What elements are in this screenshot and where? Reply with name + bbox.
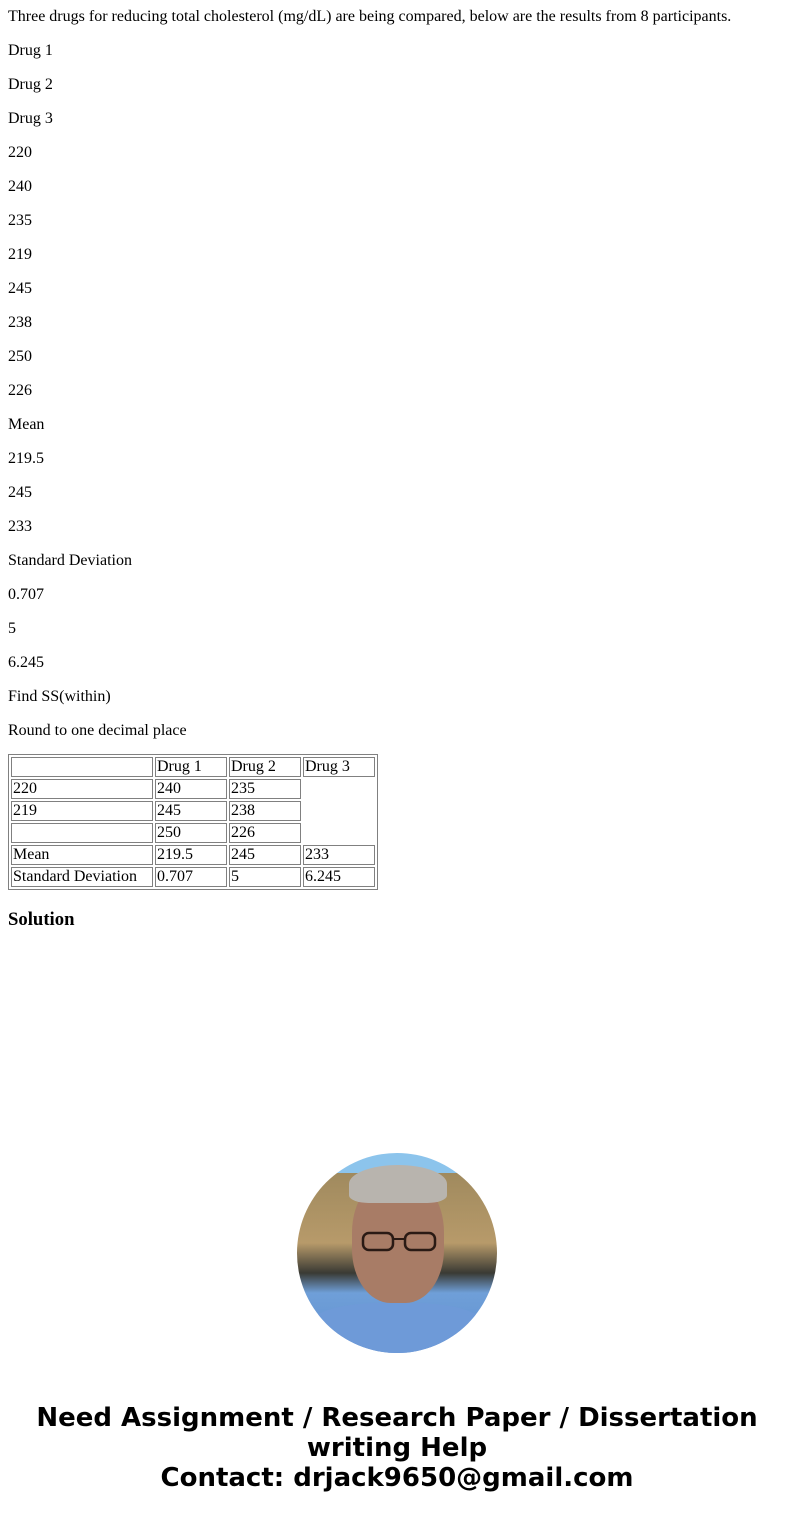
question-line: Round to one decimal place — [8, 722, 187, 739]
table-cell-empty — [303, 779, 375, 799]
question-line: 245 — [8, 280, 32, 297]
question-line: 233 — [8, 518, 32, 535]
question-line: 5 — [8, 620, 16, 637]
table-cell: 219 — [11, 801, 153, 821]
question-line: 219 — [8, 246, 32, 263]
question-line: 238 — [8, 314, 32, 331]
table-cell: Standard Deviation — [11, 867, 153, 887]
promo-line-2: writing Help — [306, 1433, 488, 1463]
table-header-cell: Drug 3 — [303, 757, 375, 777]
question-line: 235 — [8, 212, 32, 229]
question-line: 240 — [8, 178, 32, 195]
glasses-icon — [361, 1231, 437, 1253]
question-line: Drug 2 — [8, 76, 53, 93]
promo-line-1: Need Assignment / Research Paper / Dissertation — [36, 1403, 758, 1433]
table-cell: 219.5 — [155, 845, 227, 865]
table-cell: Mean — [11, 845, 153, 865]
table-row-mean — [11, 845, 375, 865]
table-row-std-dev — [11, 867, 375, 887]
table-cell: 220 — [11, 779, 153, 799]
question-line: 226 — [8, 382, 32, 399]
table-cell: 245 — [155, 801, 227, 821]
promo-contact: Contact: drjack9650@gmail.com — [160, 1463, 634, 1493]
author-avatar — [297, 1153, 497, 1353]
question-line: 245 — [8, 484, 32, 501]
table-cell-empty — [303, 801, 375, 821]
avatar-hair — [349, 1165, 447, 1203]
question-line: 250 — [8, 348, 32, 365]
question-intro: Three drugs for reducing total cholesterol (mg/dL) are being compared, below are the results from 8 participants. — [8, 8, 732, 25]
avatar-shirt — [307, 1303, 487, 1353]
table-cell — [11, 823, 153, 843]
question-line: Mean — [8, 416, 45, 433]
drug-data-table — [8, 754, 378, 890]
table-row — [11, 779, 375, 799]
solution-heading: Solution — [8, 909, 75, 930]
table-cell: 5 — [229, 867, 301, 887]
table-header-row — [11, 757, 375, 777]
table-cell: 245 — [229, 845, 301, 865]
table-cell: 233 — [303, 845, 375, 865]
question-line: Standard Deviation — [8, 552, 132, 569]
table-cell: 0.707 — [155, 867, 227, 887]
table-cell: 226 — [229, 823, 301, 843]
table-cell: 238 — [229, 801, 301, 821]
table-row — [11, 823, 375, 843]
question-line: 220 — [8, 144, 32, 161]
table-row — [11, 801, 375, 821]
question-line: Drug 3 — [8, 110, 53, 127]
promo-footer — [0, 1403, 794, 1493]
table-cell: 240 — [155, 779, 227, 799]
table-cell: 6.245 — [303, 867, 375, 887]
question-line: Drug 1 — [8, 42, 53, 59]
table-cell-empty — [303, 823, 375, 843]
question-line: 6.245 — [8, 654, 44, 671]
question-line: Find SS(within) — [8, 688, 111, 705]
question-line: 219.5 — [8, 450, 44, 467]
table-header-cell: Drug 2 — [229, 757, 301, 777]
table-header-cell: Drug 1 — [155, 757, 227, 777]
table-cell: 250 — [155, 823, 227, 843]
table-cell — [11, 757, 153, 777]
question-line: 0.707 — [8, 586, 44, 603]
table-cell: 235 — [229, 779, 301, 799]
